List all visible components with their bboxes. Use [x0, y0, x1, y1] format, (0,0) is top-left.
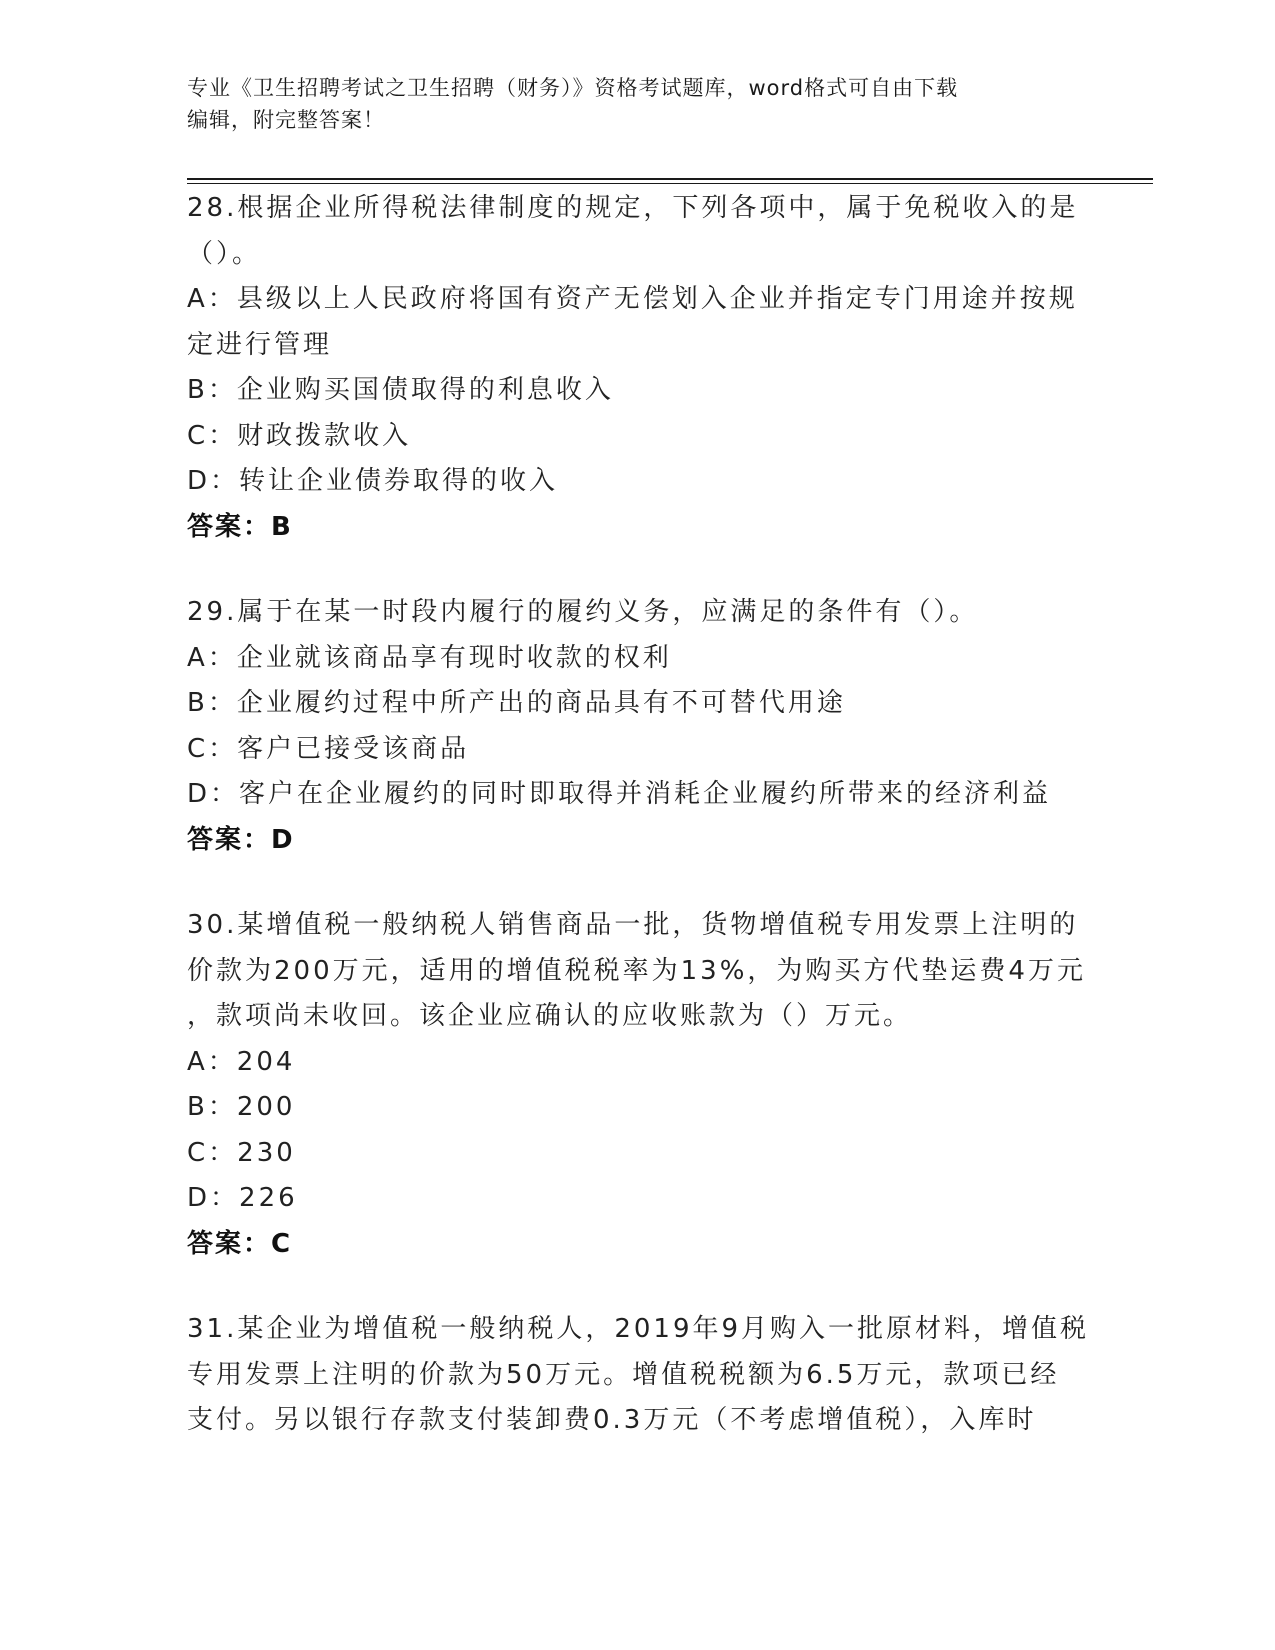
question-stem-line: 28.根据企业所得税法律制度的规定，下列各项中，属于免税收入的是 — [187, 193, 1079, 223]
question-stem-line: （）。 — [187, 238, 262, 269]
question-stem-line: 30.某增值税一般纳税人销售商品一批，货物增值税专用发票上注明的 — [187, 910, 1079, 940]
header-line-1: 专业《卫生招聘考试之卫生招聘（财务）》资格考试题库，word格式可自由下载 — [187, 76, 959, 100]
option-b: B：企业履约过程中所产出的商品具有不可替代用途 — [187, 688, 846, 718]
question-stem-line: 价款为200万元，适用的增值税税率为13%，为购买方代垫运费4万元 — [187, 955, 1086, 986]
option-a: A：企业就该商品享有现时收款的权利 — [187, 642, 672, 673]
option-d: D：客户在企业履约的同时即取得并消耗企业履约所带来的经济利益 — [187, 779, 1052, 809]
header-rule-thick — [187, 178, 1153, 180]
question-31 — [187, 1307, 1092, 1444]
question-30 — [187, 903, 1092, 1267]
question-29 — [187, 590, 1092, 863]
option-b: B：企业购买国债取得的利息收入 — [187, 375, 614, 405]
question-list — [187, 186, 1092, 1484]
option-c: C：客户已接受该商品 — [187, 733, 470, 764]
header-line-2: 编辑，附完整答案！ — [187, 108, 385, 132]
answer-label: 答案：C — [187, 1228, 293, 1259]
answer-label: 答案：B — [187, 511, 293, 542]
question-stem-line: ，款项尚未收回。该企业应确认的应收账款为（）万元。 — [187, 1001, 913, 1031]
option-b: B：200 — [187, 1092, 296, 1122]
option-d: D：转让企业债券取得的收入 — [187, 466, 559, 496]
question-stem-line: 支付。另以银行存款支付装卸费0.3万元（不考虑增值税），入库时 — [187, 1405, 1037, 1435]
option-a: A：204 — [187, 1046, 296, 1077]
document-header — [187, 72, 1087, 136]
option-c: C：财政拨款收入 — [187, 420, 412, 451]
answer-label: 答案：D — [187, 824, 295, 855]
question-stem-line: 29.属于在某一时段内履行的履约义务，应满足的条件有（）。 — [187, 597, 979, 627]
question-stem-line: 专用发票上注明的价款为50万元。增值税税额为6.5万元，款项已经 — [187, 1359, 1060, 1390]
question-stem-line: 31.某企业为增值税一般纳税人，2019年9月购入一批原材料，增值税 — [187, 1314, 1090, 1344]
question-28 — [187, 186, 1092, 550]
option-a: A：县级以上人民政府将国有资产无偿划入企业并指定专门用途并按规 — [187, 284, 1078, 314]
option-c: C：230 — [187, 1137, 296, 1168]
header-rule-thin — [187, 183, 1153, 184]
option-a-continued: 定进行管理 — [187, 329, 333, 360]
option-d: D：226 — [187, 1183, 298, 1213]
